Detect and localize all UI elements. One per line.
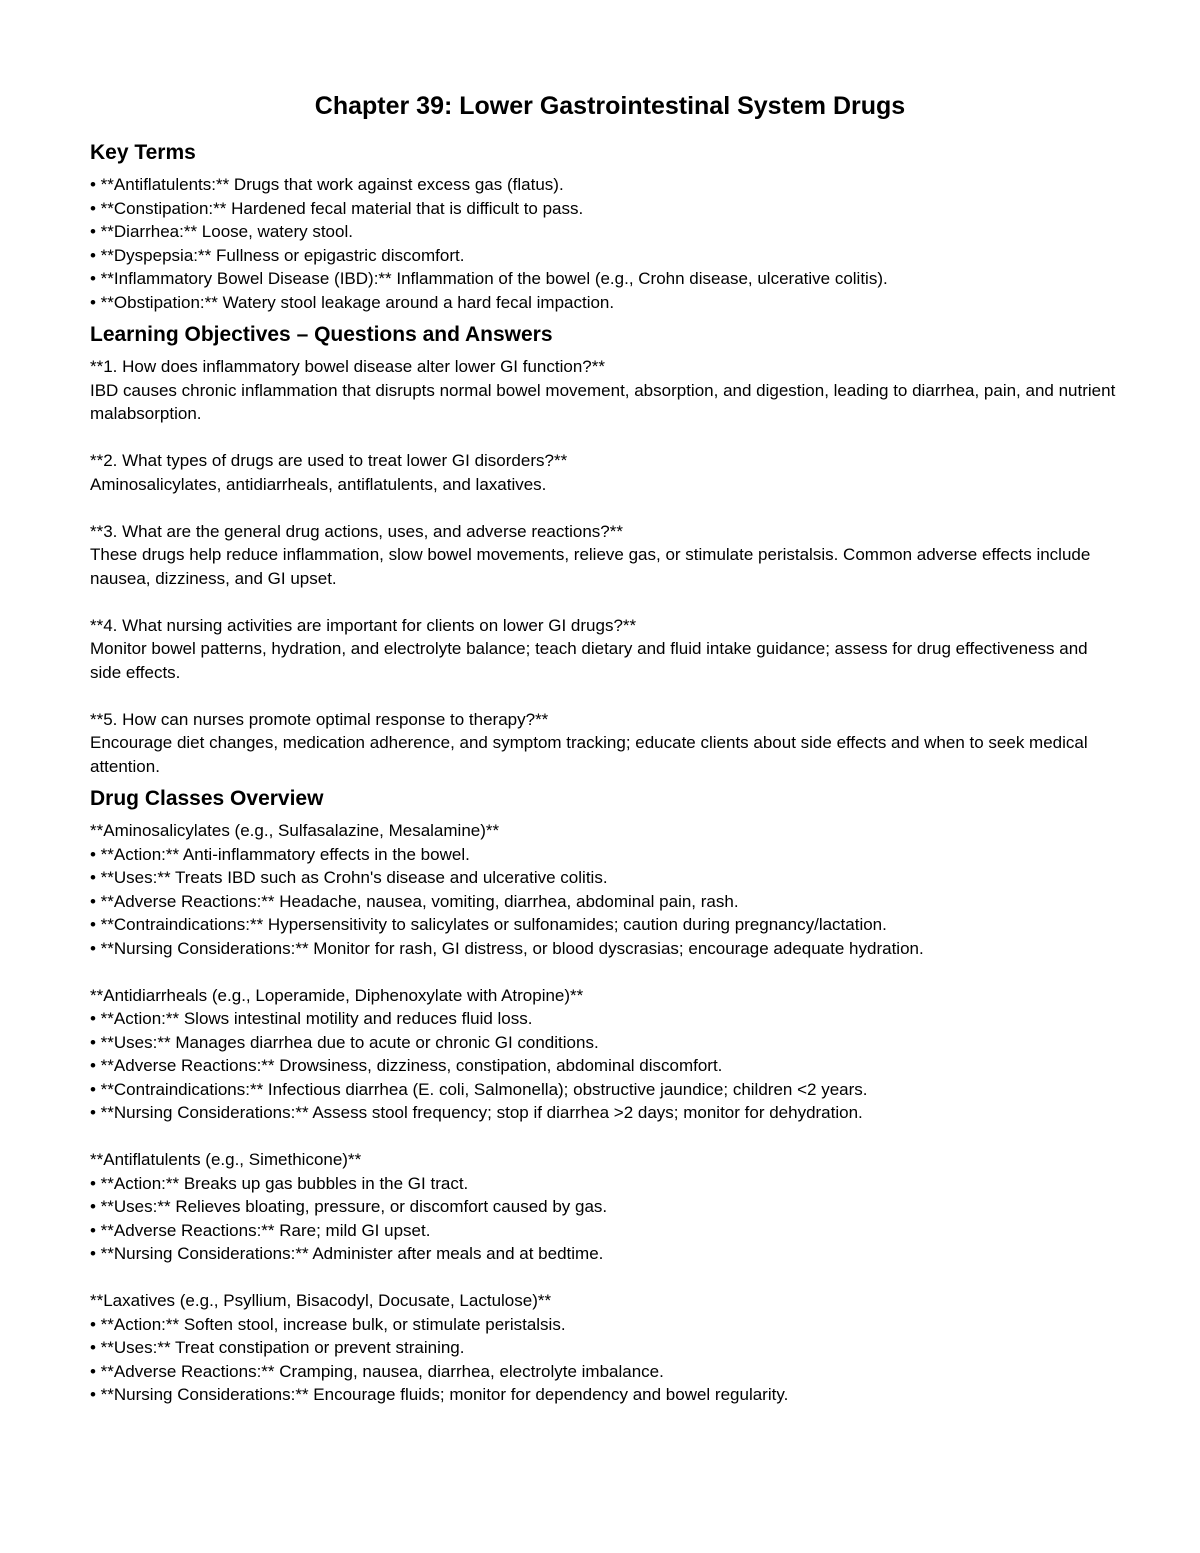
objective-answer: Monitor bowel patterns, hydration, and electrolyte balance; teach dietary and fluid intake guidance; assess for drug effectiveness and side effects. [90,639,1088,682]
document-title: Chapter 39: Lower Gastrointestinal System Drugs [314,92,906,120]
drug-class-item: • **Nursing Considerations:** Monitor for rash, GI distress, or blood dyscrasias; encourage adequate hydration. [90,938,924,958]
objectives-heading: Learning Objectives – Questions and Answers [90,323,553,346]
objective-answer: Encourage diet changes, medication adherence, and symptom tracking; educate clients about side effects and when to seek medical attention. [90,733,1088,776]
drug-class-item: • **Action:** Breaks up gas bubbles in the GI tract. [90,1173,469,1193]
drug-class-item: • **Adverse Reactions:** Rare; mild GI upset. [90,1220,431,1240]
drug-class-item: • **Nursing Considerations:** Assess stool frequency; stop if diarrhea >2 days; monitor for dehydration. [90,1103,863,1122]
key-term-item: • **Obstipation:** Watery stool leakage around a hard fecal impaction. [90,292,615,312]
drug-class-item: • **Nursing Considerations:** Encourage fluids; monitor for dependency and bowel regularity. [90,1385,789,1404]
key-term-item: • **Diarrhea:** Loose, watery stool. [90,222,353,241]
drug-class-item: • **Adverse Reactions:** Cramping, nausea, diarrhea, electrolyte imbalance. [90,1361,664,1381]
objectives-list [90,355,1120,778]
drug-class-item: • **Adverse Reactions:** Headache, nausea, vomiting, diarrhea, abdominal pain, rash. [90,891,739,911]
key-term-item: • **Antiflatulents:** Drugs that work against excess gas (flatus). [90,175,564,194]
drug-class-item: • **Contraindications:** Hypersensitivity to salicylates or sulfonamides; caution during pregnancy/lactation. [90,915,887,934]
drug-class-name: **Aminosalicylates (e.g., Sulfasalazine, Mesalamine)** [90,821,500,840]
key-term-item: • **Constipation:** Hardened fecal material that is difficult to pass. [90,198,584,218]
drug-class-name: **Antiflatulents (e.g., Simethicone)** [90,1150,362,1169]
drug-class-item: • **Uses:** Manages diarrhea due to acute or chronic GI conditions. [90,1032,599,1052]
drug-class-item: • **Nursing Considerations:** Administer after meals and at bedtime. [90,1244,604,1263]
key-term-item: • **Dyspepsia:** Fullness or epigastric discomfort. [90,245,465,265]
objective-answer: IBD causes chronic inflammation that disrupts normal bowel movement, absorption, and digestion, leading to diarrhea, pain, and nutrient malabsorption. [90,380,1116,423]
drug-class-item: • **Action:** Slows intestinal motility and reduces fluid loss. [90,1009,533,1028]
drug-classes-heading: Drug Classes Overview [90,787,324,810]
drug-class-name: **Laxatives (e.g., Psyllium, Bisacodyl, Docusate, Lactulose)** [90,1291,552,1310]
objective-question: **1. How does inflammatory bowel disease alter lower GI function?** [90,357,605,376]
drug-class-item: • **Uses:** Treat constipation or prevent straining. [90,1338,465,1357]
document-page [90,88,1120,1407]
objective-question: **5. How can nurses promote optimal response to therapy?** [90,709,549,729]
key-terms-list [90,173,1120,314]
drug-class-item: • **Action:** Soften stool, increase bulk, or stimulate peristalsis. [90,1314,566,1334]
objective-question: **4. What nursing activities are important for clients on lower GI drugs?** [90,615,637,635]
key-terms-heading: Key Terms [90,141,196,164]
objective-question: **2. What types of drugs are used to treat lower GI disorders?** [90,451,568,470]
drug-class-item: • **Uses:** Relieves bloating, pressure, or discomfort caused by gas. [90,1197,608,1216]
drug-classes-list [90,819,1120,1407]
key-term-item: • **Inflammatory Bowel Disease (IBD):** Inflammation of the bowel (e.g., Crohn disease, ulcerative colitis). [90,269,888,288]
objective-question: **3. What are the general drug actions, uses, and adverse reactions?** [90,521,623,541]
objective-answer: Aminosalicylates, antidiarrheals, antiflatulents, and laxatives. [90,474,547,494]
objective-answer: These drugs help reduce inflammation, slow bowel movements, relieve gas, or stimulate peristalsis. Common adverse effects include nausea, dizziness, and GI upset. [90,545,1091,588]
drug-class-item: • **Action:** Anti-inflammatory effects in the bowel. [90,844,470,864]
drug-class-item: • **Adverse Reactions:** Drowsiness, dizziness, constipation, abdominal discomfort. [90,1056,723,1075]
drug-class-name: **Antidiarrheals (e.g., Loperamide, Diphenoxylate with Atropine)** [90,985,584,1005]
drug-class-item: • **Contraindications:** Infectious diarrhea (E. coli, Salmonella); obstructive jaundice; children <2 years. [90,1079,868,1099]
drug-class-item: • **Uses:** Treats IBD such as Crohn's disease and ulcerative colitis. [90,868,608,887]
